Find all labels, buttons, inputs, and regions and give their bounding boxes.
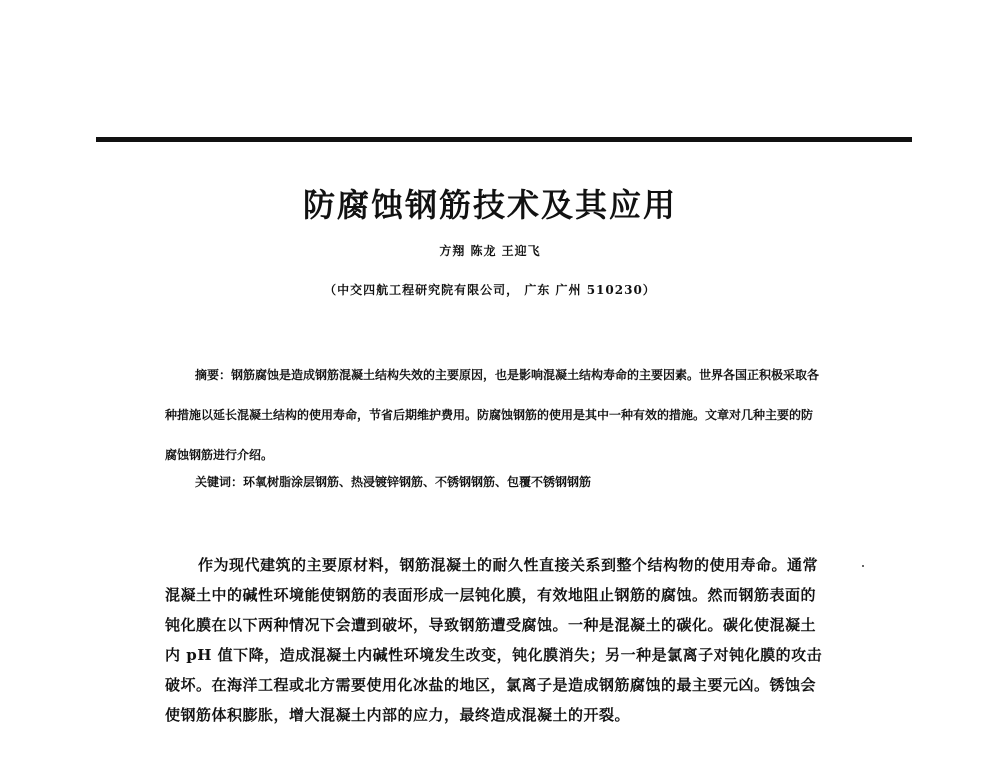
header-rule <box>96 137 912 142</box>
scan-speck <box>862 565 864 567</box>
paper-title: 防腐蚀钢筋技术及其应用 <box>302 186 677 224</box>
paper-body-paragraph: 作为现代建筑的主要原材料，钢筋混凝土的耐久性直接关系到整个结构物的使用寿命。通常混凝土中的碱性环境能使钢筋的表面形成一层钝化膜，有效地阻止钢筋的腐蚀。然而钢筋表面的钝化膜在以下两种情况下会遭到破坏，导致钢筋遭受腐蚀。一种是混凝土的碳化。碳化使混凝土内 pH 值下降，造成混凝土内碱性环境发生改变，钝化膜消失；另一种是氯离子对钝化膜的攻击破坏。在海洋工程或北方需要使用化冰盐的地区，氯离子是造成钢筋腐蚀的最主要元凶。锈蚀会使钢筋体积膨胀，增大混凝土内部的应力，最终造成混凝土的开裂。 <box>165 556 823 724</box>
paper-keywords: 关键词：环氧树脂涂层钢筋、热浸镀锌钢筋、不锈钢钢筋、包覆不锈钢钢筋 <box>195 475 592 489</box>
paper-abstract: 摘要：钢筋腐蚀是造成钢筋混凝土结构失效的主要原因，也是影响混凝土结构寿命的主要因素。世界各国正积极采取各种措施以延长混凝土结构的使用寿命，节省后期维护费用。防腐蚀钢筋的使用是其中一种有效的措施。文章对几种主要的防腐蚀钢筋进行介绍。 <box>165 368 820 462</box>
paper-authors: 方翔 陈龙 王迎飞 <box>439 244 541 258</box>
paper-affiliation: （中交四航工程研究院有限公司， 广东 广州 510230） <box>324 283 656 297</box>
